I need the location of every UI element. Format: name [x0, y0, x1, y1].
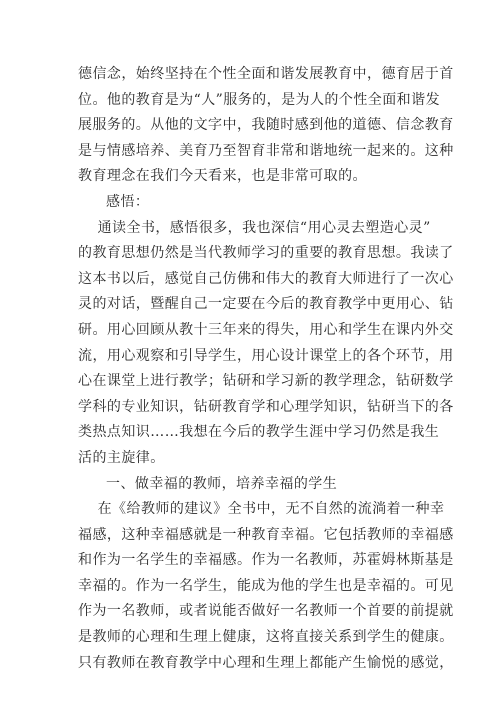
text-line: 福感，这种幸福感就是一种教育幸福。它包括教师的幸福感 — [78, 526, 454, 543]
text-line: 展服务的。从他的文字中，我随时感到他的道德、信念教育 — [78, 117, 454, 134]
paragraph-intro-continuation — [78, 62, 454, 190]
section-heading-one — [78, 472, 436, 498]
text-line: 是教师的心理和生理上健康，这将直接关系到学生的健康。 — [78, 629, 454, 646]
text-line: 研。用心回顾从教十三年来的得失，用心和学生在课内外交 — [78, 321, 454, 338]
text-line: 类热点知识……我想在今后的教学生涯中学习仍然是我生 — [78, 424, 440, 441]
text-line: 学科的专业知识，钻研教育学和心理学知识，钻研当下的各 — [78, 398, 454, 415]
text-line: 只有教师在教育教学中心理和生理上都能产生愉悦的感觉， — [78, 654, 454, 671]
text-line: 通读全书，感悟很多，我也深信“用心灵去塑造心灵” — [78, 219, 431, 236]
text-line: 是与情感培养、美育乃至智育非常和谐地统一起来的。这种 — [78, 142, 454, 159]
text-line: 的教育思想仍然是当代教师学习的重要的教育思想。我读了 — [78, 245, 454, 262]
heading-text: 一、做幸福的教师，培养幸福的学生 — [106, 475, 338, 492]
text-line: 教育理念在我们今天看来，也是非常可取的。 — [78, 168, 367, 185]
paragraph-reflection — [78, 216, 454, 472]
heading-text: 感悟： — [106, 193, 150, 210]
document-body — [78, 62, 454, 676]
text-line: 心在课堂上进行教学；钻研和学习新的教学理念，钻研数学 — [78, 373, 454, 390]
text-line: 幸福的。作为一名学生，能成为他的学生也是幸福的。可见 — [78, 577, 454, 594]
text-line: 位。他的教育是为“人”服务的，是为人的个性全面和谐发 — [78, 91, 441, 108]
text-line: 德信念，始终坚持在个性全面和谐发展教育中，德育居于首 — [78, 66, 454, 82]
text-line: 流，用心观察和引导学生，用心设计课堂上的各个环节，用 — [78, 347, 454, 364]
text-line: 这本书以后，感觉自己仿佛和伟大的教育大师进行了一次心 — [78, 270, 454, 287]
text-line: 作为一名教师，或者说能否做好一名教师一个首要的前提就 — [78, 603, 454, 620]
text-line: 灵的对话，暨醒自己一定要在今后的教育教学中更用心、钻 — [78, 296, 454, 313]
text-line: 在《给教师的建议》全书中，无不自然的流淌着一种幸 — [78, 501, 445, 518]
heading-ganwu — [78, 190, 436, 216]
text-line: 和作为一名学生的幸福感。作为一名教师，苏霍姆林斯基是 — [78, 552, 454, 569]
text-line: 活的主旋律。 — [78, 449, 165, 466]
paragraph-happiness — [78, 497, 454, 676]
